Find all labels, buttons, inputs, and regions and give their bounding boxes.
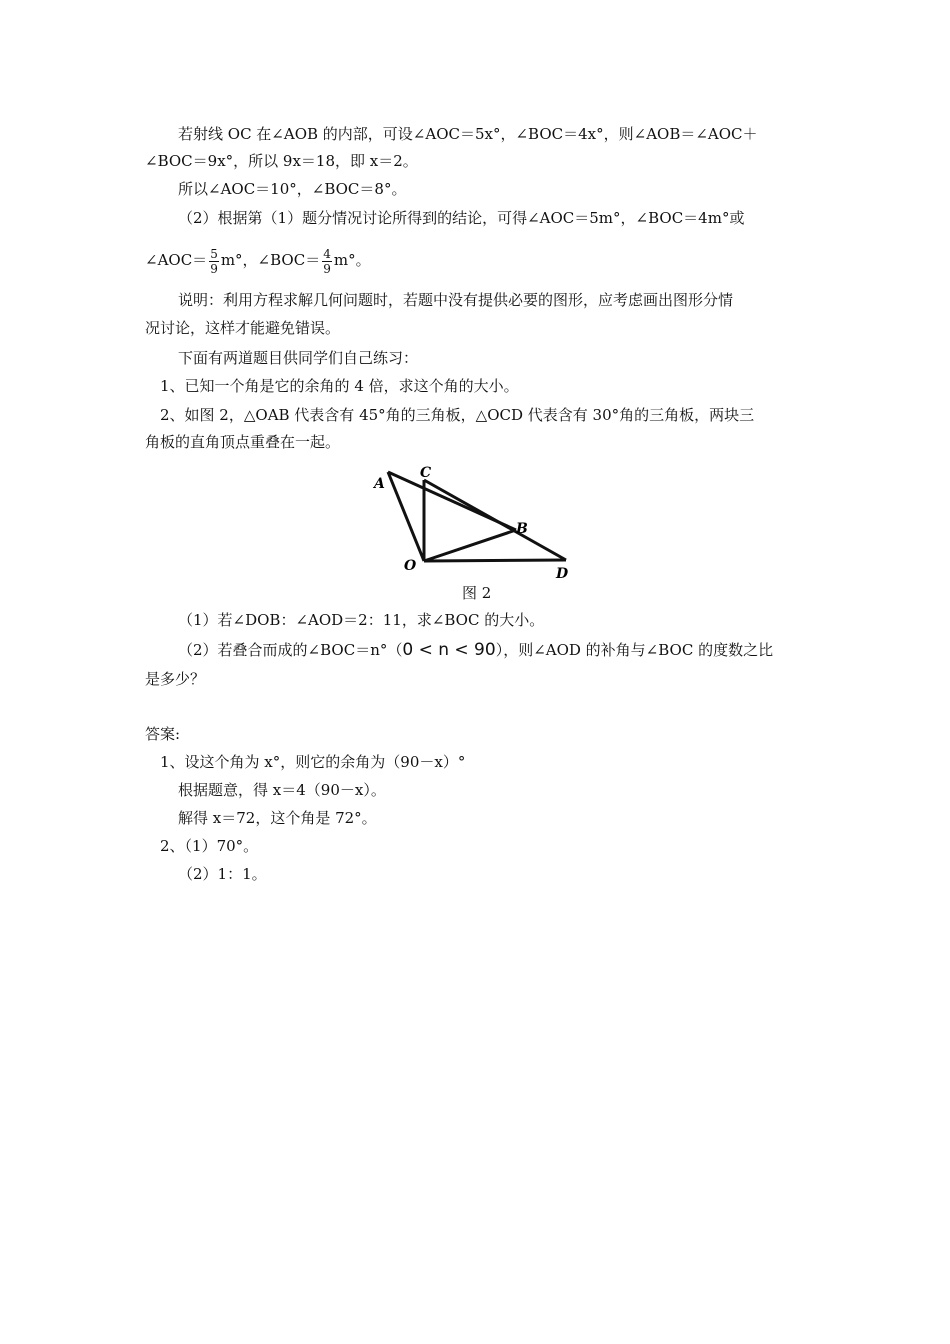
question-2-line: 角板的直角顶点重叠在一起。 bbox=[145, 433, 341, 451]
fraction-denominator: 9 bbox=[323, 261, 331, 276]
text-segment: ），则∠AOD 的补角与∠BOC 的度数之比 bbox=[495, 641, 774, 659]
fraction-numerator: 4 bbox=[323, 246, 331, 261]
triangle-figure bbox=[370, 462, 580, 588]
answer-line: 1、设这个角为 x°，则它的余角为（90－x）° bbox=[160, 753, 466, 771]
label-B: B bbox=[516, 521, 528, 537]
segment-OD bbox=[424, 560, 566, 561]
inequality: 0 < n < 90 bbox=[402, 640, 496, 660]
answer-line: 2、（1）70°。 bbox=[160, 837, 259, 855]
fraction bbox=[322, 247, 332, 276]
answer-line: 解得 x＝72，这个角是 72°。 bbox=[178, 809, 377, 827]
text-segment: m°。 bbox=[333, 251, 371, 269]
figure-caption: 图 2 bbox=[462, 584, 492, 602]
paragraph-line: ∠BOC＝9x°，所以 9x＝18，即 x＝2。 bbox=[145, 152, 418, 170]
answer-line: 根据题意，得 x＝4（90－x）。 bbox=[178, 781, 386, 799]
label-A: A bbox=[374, 476, 385, 492]
label-C: C bbox=[420, 465, 432, 481]
fraction-line bbox=[145, 243, 371, 277]
text-segment: m°，∠BOC＝ bbox=[220, 251, 321, 269]
fraction bbox=[209, 247, 219, 276]
sub-question-2-line bbox=[178, 640, 773, 660]
answer-line: （2）1：1。 bbox=[178, 865, 267, 883]
fraction-numerator: 5 bbox=[210, 246, 218, 261]
text-segment: ∠AOC＝ bbox=[145, 251, 208, 269]
paragraph-line: 下面有两道题目供同学们自己练习： bbox=[178, 349, 419, 367]
question-2-line: 2、如图 2，△OAB 代表含有 45°角的三角板，△OCD 代表含有 30°角的三角板，两块三 bbox=[160, 406, 755, 424]
paragraph-line: （2）根据第（1）题分情况讨论所得到的结论，可得∠AOC＝5m°，∠BOC＝4m°或 bbox=[178, 209, 745, 227]
question-1: 1、已知一个角是它的余角的 4 倍，求这个角的大小。 bbox=[160, 377, 519, 395]
sub-question-1: （1）若∠DOB：∠AOD＝2：11，求∠BOC 的大小。 bbox=[178, 611, 545, 629]
segment-OB bbox=[424, 530, 516, 561]
fraction-denominator: 9 bbox=[210, 261, 218, 276]
sub-question-2-line: 是多少？ bbox=[145, 670, 206, 688]
paragraph-line: 所以∠AOC＝10°，∠BOC＝8°。 bbox=[178, 180, 407, 198]
label-D: D bbox=[556, 566, 569, 582]
answer-heading: 答案: bbox=[145, 725, 181, 743]
paragraph-line: 若射线 OC 在∠AOB 的内部，可设∠AOC＝5x°，∠BOC＝4x°，则∠AOB＝∠AOC＋ bbox=[178, 125, 758, 143]
paragraph-line: 说明：利用方程求解几何问题时，若题中没有提供必要的图形，应考虑画出图形分情 bbox=[178, 291, 734, 309]
paragraph-line: 况讨论，这样才能避免错误。 bbox=[145, 319, 341, 337]
text-segment: （2）若叠合而成的∠BOC＝n°（ bbox=[178, 641, 403, 659]
label-O: O bbox=[404, 558, 417, 574]
segment-CD bbox=[424, 480, 566, 560]
